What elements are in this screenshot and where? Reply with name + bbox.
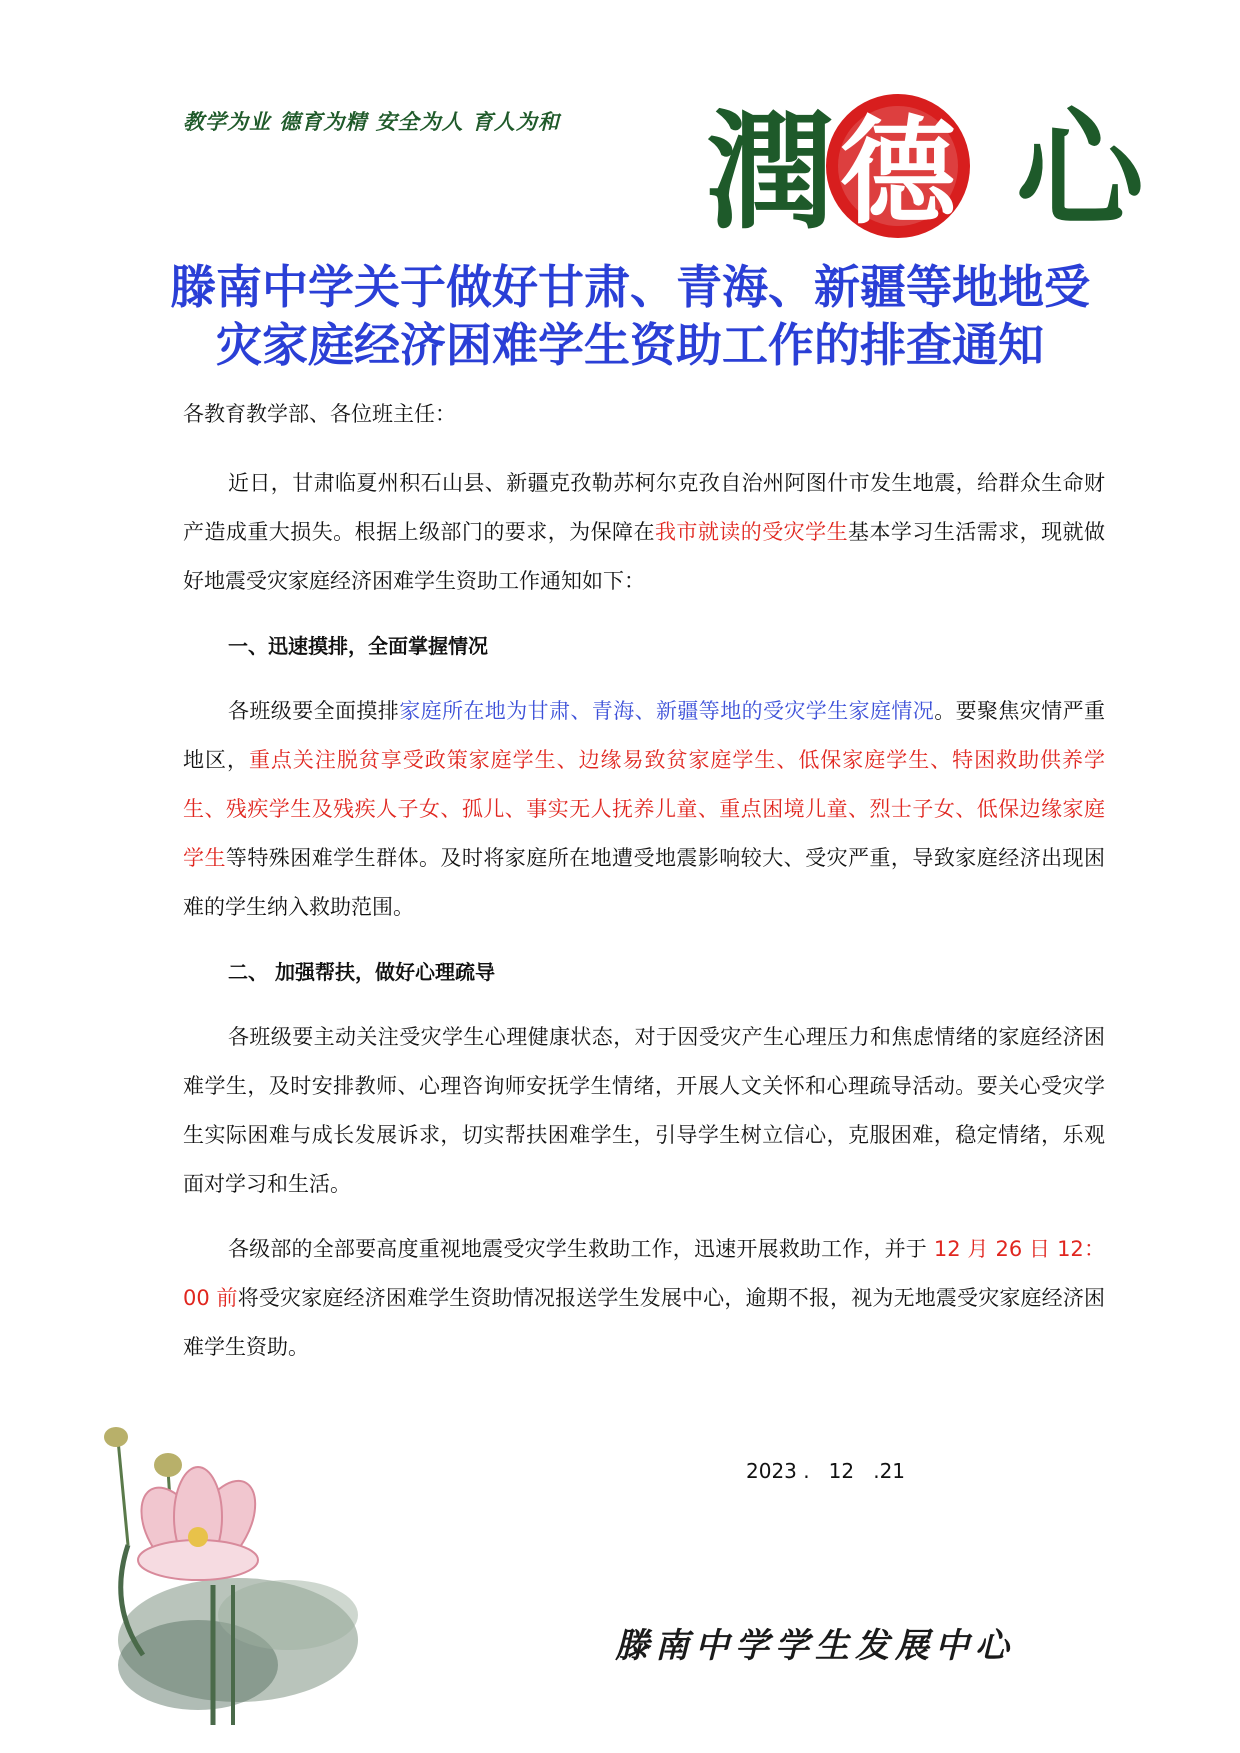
signature: 滕南中学学生发展中心: [615, 1626, 1015, 1666]
salutation: 各教育教学部、各位班主任：: [183, 402, 456, 426]
deadline-highlight: 12 月 26 日 12：00 前: [183, 1237, 1105, 1310]
motto: 教学为业 德育为精 安全为人 育人为和: [183, 109, 560, 134]
section-1-heading: 一、迅速摸排，全面掌握情况: [228, 634, 488, 658]
title-line-1: 滕南中学关于做好甘肃、青海、新疆等地地受: [170, 260, 1090, 314]
closing-text-1: 各级部的全部要高度重视地震受灾学生救助工作，迅速开展救助工作，并于: [228, 1237, 934, 1261]
intro-text-1: 近日，甘肃临夏州积石山县、新疆克孜勒苏柯尔克孜自治州阿图什市发生地震，给群众生命财产造成重大损失。根据上级部门的要求，为保障在: [183, 471, 1105, 544]
closing-paragraph: [183, 1225, 1105, 1372]
calligraphy-logo: [700, 84, 1180, 249]
document-body: [183, 390, 1105, 1388]
section-1-paragraph: [183, 687, 1105, 932]
section-2-heading: 二、 加强帮扶，做好心理疏导: [228, 960, 495, 984]
section-1-text-2: 。要聚焦灾情严重地区，: [183, 699, 1106, 772]
intro-paragraph: [183, 459, 1105, 606]
lotus-painting: [88, 1425, 408, 1725]
closing-text-2: 将受灾家庭经济困难学生资助情况报送学生发展中心，逾期不报，视为无地震受灾家庭经济困难学生资助。: [183, 1286, 1105, 1359]
logo-char-2: 德: [840, 104, 956, 240]
section-1-text-3: 等特殊困难学生群体。及时将家庭所在地遭受地震影响较大、受灾严重，导致家庭经济出现困难的学生纳入救助范围。: [183, 846, 1105, 919]
section-1-text-1: 各班级要全面摸排: [228, 699, 400, 723]
logo-char-3: 心: [1015, 95, 1145, 245]
title-line-2: 灾家庭经济困难学生资助工作的排查通知: [216, 318, 1044, 372]
document-date: 2023 . 12 .21: [746, 1459, 906, 1483]
intro-text-2: 基本学习生活需求，现就做好地震受灾家庭经济困难学生资助工作通知如下：: [183, 520, 1106, 593]
logo-char-1: 潤: [705, 97, 835, 247]
section-2-paragraph: 各班级要主动关注受灾学生心理健康状态，对于因受灾产生心理压力和焦虑情绪的家庭经济困难学生，及时安排教师、心理咨询师安抚学生情绪，开展人文关怀和心理疏导活动。要关心受灾学生实际困难与成长发展诉求，切实帮扶困难学生，引导学生树立信心，克服困难，稳定情绪，乐观面对学习和生活。: [183, 1025, 1105, 1196]
section-1-blue-highlight: 家庭所在地为甘肃、青海、新疆等地的受灾学生家庭情况: [399, 699, 935, 723]
section-1-red-highlight: 重点关注脱贫享受政策家庭学生、边缘易致贫家庭学生、低保家庭学生、特困救助供养学生、残疾学生及残疾人子女、孤儿、事实无人抚养儿童、重点困境儿童、烈士子女、低保边缘家庭学生: [183, 748, 1106, 870]
page-title: [150, 258, 1110, 374]
intro-highlight: 我市就读的受灾学生: [654, 520, 849, 544]
